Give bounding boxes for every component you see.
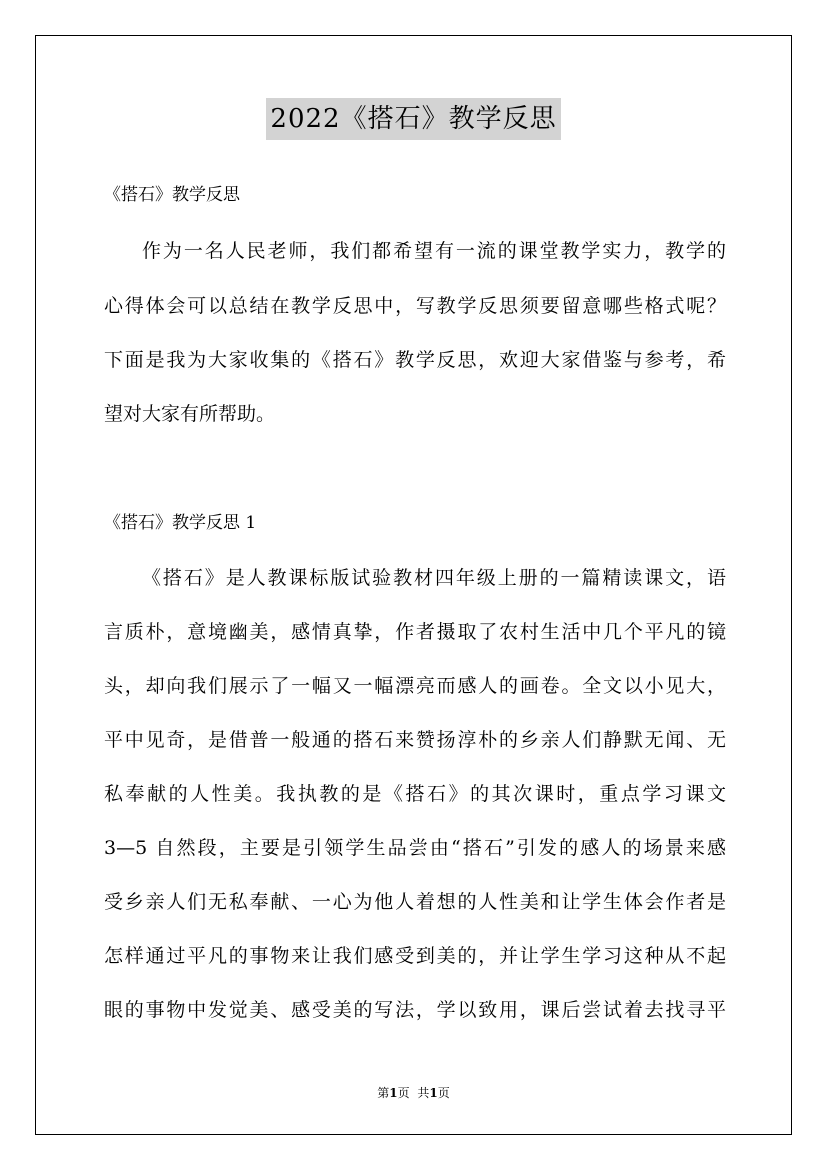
paragraph-line: 言质朴，意境幽美，感情真挚，作者摄取了农村生活中几个平凡的镜	[104, 621, 726, 643]
footer-prefix: 第	[377, 1086, 390, 1100]
paragraph-line: 下面是我为大家收集的《搭石》教学反思，欢迎大家借鉴与参考，希	[104, 349, 726, 371]
section-heading-1: 《搭石》教学反思 1	[104, 513, 257, 533]
paragraph-line: 平中见奇，是借普一般通的搭石来赞扬淳朴的乡亲人们静默无闻、无	[104, 729, 726, 751]
paragraph-line: 私奉献的人性美。我执教的是《搭石》的其次课时，重点学习课文	[104, 783, 726, 805]
footer-total-prefix: 共	[417, 1086, 430, 1100]
paragraph-line: 怎样通过平凡的事物来让我们感受到美的，并让学生学习这种从不起	[104, 945, 726, 967]
footer-page-suffix: 页	[397, 1086, 410, 1100]
title-container	[0, 98, 827, 140]
paragraph-line: 作为一名人民老师，我们都希望有一流的课堂教学实力，教学的	[142, 240, 726, 262]
paragraph-line: 眼的事物中发觉美、感受美的写法，学以致用，课后尝试着去找寻平	[104, 999, 726, 1021]
paragraph-line: 心得体会可以总结在教学反思中，写教学反思须要留意哪些格式呢？	[104, 295, 726, 317]
document-title: 2022《搭石》教学反思	[266, 98, 560, 140]
footer-page-number: 1	[389, 1086, 398, 1100]
footer-total-suffix: 页	[437, 1086, 450, 1100]
paragraph-line: 受乡亲人们无私奉献、一心为他人着想的人性美和让学生体会作者是	[104, 891, 726, 913]
page-footer	[0, 1084, 827, 1101]
paragraph-line: 《搭石》是人教课标版试验教材四年级上册的一篇精读课文，语	[142, 567, 726, 589]
section-heading-intro: 《搭石》教学反思	[104, 185, 240, 205]
paragraph-line: 望对大家有所帮助。	[104, 403, 276, 425]
footer-total-pages: 1	[429, 1086, 438, 1100]
paragraph-line: 3—5 自然段，主要是引领学生品尝由“搭石”引发的感人的场景来感	[104, 837, 726, 859]
paragraph-line: 头，却向我们展示了一幅又一幅漂亮而感人的画卷。全文以小见大，	[104, 675, 726, 697]
